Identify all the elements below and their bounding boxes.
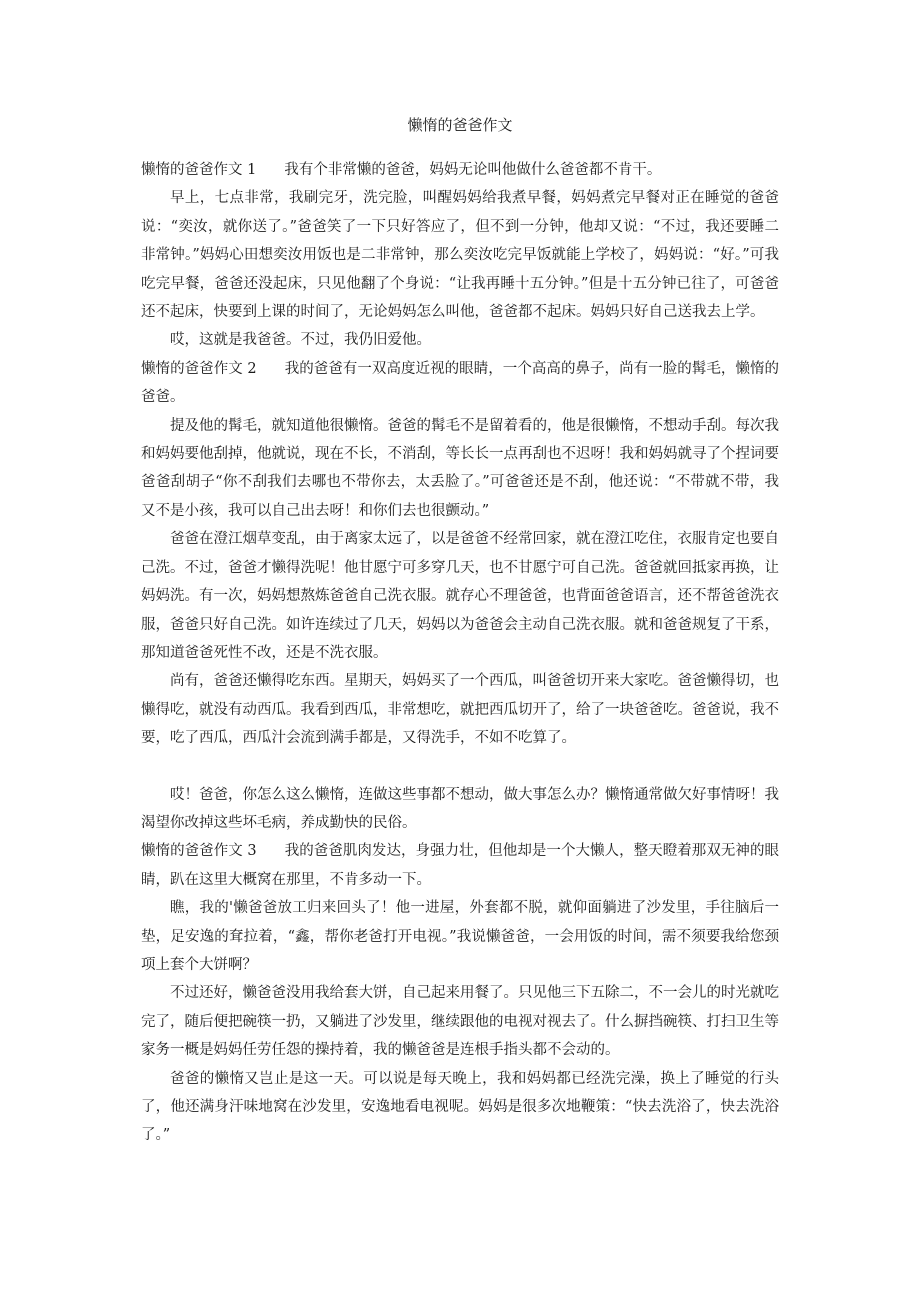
- essay-1-heading: [141, 156, 779, 184]
- essay-2-paragraph: 爸爸在澄江烟草变乱，由于离家太远了，以是爸爸不经常回家，就在澄江吃住，衣服肯定也要自己洗。不过，爸爸才懒得洗呢！他甘愿宁可多穿几天，也不甘愿宁可自己洗。爸爸就回抵家再换，让妈妈洗。有一次，妈妈想熬炼爸爸自己洗衣服。就存心不理爸爸，也背面爸爸语言，还不帮爸爸洗衣服，爸爸只好自己洗。如许连续过了几天，妈妈以为爸爸会主动自己洗衣服。就和爸爸规复了干系，那知道爸爸死性不改，还是不洗衣服。: [141, 531, 779, 661]
- document-body: [141, 156, 779, 1150]
- essay-3-paragraph: 不过还好，懒爸爸没用我给套大饼，自己起来用餐了。只见他三下五除二，不一会儿的时光就吃完了，随后便把碗筷一扔，又躺进了沙发里，继续跟他的电视对视去了。什么摒挡碗筷、打扫卫生等家务一概是妈妈任劳任怨的操持着，我的懒爸爸是连根手指头都不会动的。: [141, 985, 779, 1059]
- essay-3-heading: [141, 837, 779, 894]
- essay-3-label: 懒惰的爸爸作文 3: [141, 843, 257, 860]
- essay-2-paragraph: 尚有，爸爸还懒得吃东西。星期天，妈妈买了一个西瓜，叫爸爸切开来大家吃。爸爸懒得切，也懒得吃，就没有动西瓜。我看到西瓜，非常想吃，就把西瓜切开了，给了一块爸爸吃。爸爸说，我不要，吃了西瓜，西瓜汁会流到满手都是，又得洗手，不如不吃算了。: [141, 673, 779, 747]
- essay-2-paragraph: 提及他的髯毛，就知道他很懒惰。爸爸的髯毛不是留着看的，他是很懒惰，不想动手刮。每次我和妈妈要他刮掉，他就说，现在不长，不消刮，等长长一点再刮也不迟呀！我和妈妈就寻了个捏词要爸爸刮胡子“你不刮我们去哪也不带你去，太丢脸了。”可爸爸还是不刮，他还说：“不带就不带，我又不是小孩，我可以自己出去呀！和你们去也很颤动。”: [141, 417, 779, 519]
- essay-3-first-line: 我的爸爸肌肉发达，身强力壮，但他却是一个大懒人，整天瞪着那双无神的眼睛，趴在这里大概窝在那里，不肯多动一下。: [141, 843, 779, 888]
- essay-3-paragraph: 瞧，我的'懒爸爸放工归来回头了！他一进屋，外套都不脱，就仰面躺进了沙发里，手往脑后一垫，足安逸的耷拉着，“鑫，帮你老爸打开电视。”我说懒爸爸，一会用饭的时间，需不须要我给您颈项上套个大饼啊？: [141, 900, 779, 973]
- essay-1-first-line: 我有个非常懒的爸爸，妈妈无论叫他做什么爸爸都不肯干。: [284, 162, 662, 178]
- essay-2-first-line: 我的爸爸有一双高度近视的眼睛，一个高高的鼻子，尚有一脸的髯毛，懒惰的爸爸。: [141, 360, 779, 406]
- essay-2-heading: [141, 355, 779, 412]
- essay-1-label: 懒惰的爸爸作文 1: [141, 162, 257, 178]
- document-title: 懒惰的爸爸作文: [407, 116, 513, 134]
- essay-3-paragraph: 爸爸的懒惰又岂止是这一天。可以说是每天晚上，我和妈妈都已经洗完澡，换上了睡觉的行头了，他还满身汗味地窝在沙发里，安逸地看电视呢。妈妈是很多次地鞭策：“快去洗浴了，快去洗浴了。”: [141, 1070, 779, 1144]
- essay-1-paragraph: 早上，七点非常，我刷完牙，洗完脸，叫醒妈妈给我煮早餐，妈妈煮完早餐对正在睡觉的爸爸说：“奕汝，就你送了。”爸爸笑了一下只好答应了，但不到一分钟，他却又说：“不过，我还要睡二非常钟。”妈妈心田想奕汝用饭也是二非常钟，那么奕汝吃完早饭就能上学校了，妈妈说：“好。”可我吃完早餐，爸爸还没起床，只见他翻了个身说：“让我再睡十五分钟。”但是十五分钟已往了，可爸爸还不起床，快要到上课的时间了，无论妈妈怎么叫他，爸爸都不起床。妈妈只好自己送我去上学。: [141, 190, 779, 321]
- essay-2-paragraph: 哎！爸爸，你怎么这么懒惰，连做这些事都不想动，做大事怎么办？懒惰通常做欠好事情呀！我渴望你改掉这些坏毛病，养成勤快的民俗。: [141, 786, 779, 831]
- essay-2-label: 懒惰的爸爸作文 2: [141, 360, 257, 377]
- paragraph-gap: [141, 753, 779, 781]
- essay-1-paragraph: 哎，这就是我爸爸。不过，我仍旧爱他。: [170, 332, 431, 349]
